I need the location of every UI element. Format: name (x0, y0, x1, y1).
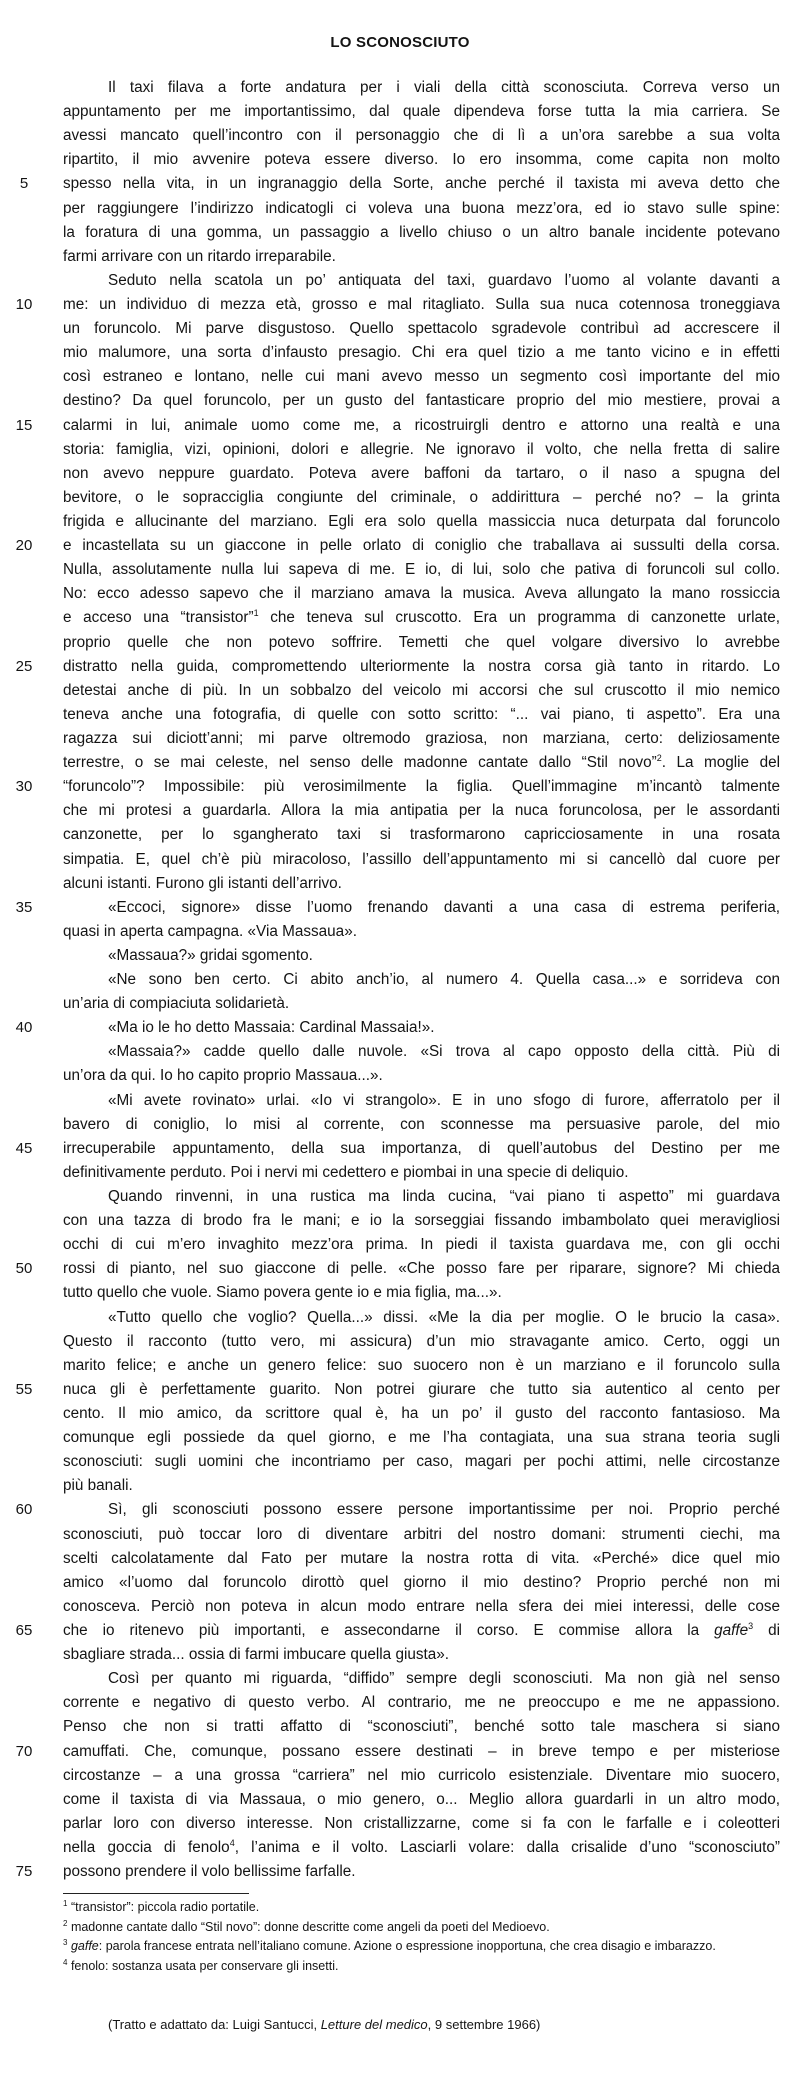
text-line (0, 727, 800, 751)
text-line (0, 389, 800, 413)
text-line (0, 148, 800, 172)
text-line (0, 1257, 800, 1281)
line-text: tutto quello che vuole. Siamo povera gente io e mia figlia, ma...». (63, 1284, 502, 1302)
text-line (0, 606, 800, 630)
text-line (0, 534, 800, 558)
line-number: 55 (15, 1380, 33, 1398)
line-text: ragazza sui diciott’anni; mi parve oltremodo graziosa, non marziana, certo: deliziosamente (63, 729, 780, 747)
line-text: Così per quanto mi riguarda, “diffido” sempre degli sconosciuti. Ma non già nel senso (108, 1670, 780, 1688)
text-line (0, 245, 800, 269)
text-line (0, 1860, 800, 1884)
line-text: bavero di coniglio, lo misi al corrente, con sconnesse ma persuasive parole, del mio (63, 1115, 780, 1133)
text-line (0, 317, 800, 341)
text-line (0, 293, 800, 317)
text-line (0, 269, 800, 293)
story-body (0, 76, 800, 1884)
line-text: «Tutto quello che voglio? Quella...» dissi. «Me la dia per moglie. O le brucio la casa». (108, 1308, 780, 1326)
line-text: e acceso una “transistor”$^1$ che teneva sul cruscotto. Era un programma di canzonette urlate, (63, 608, 781, 627)
line-text: occhi di cui m’ero invaghito mezz’ora prima. In piedi il taxista guardava me, con gli occhi (63, 1236, 780, 1254)
line-number: 70 (15, 1742, 33, 1760)
text-line (0, 992, 800, 1016)
line-text: No: ecco adesso sapevo che il marziano amava la musica. Aveva allungato la mano rossiccia (63, 585, 780, 603)
text-line (0, 1764, 800, 1788)
text-line (0, 438, 800, 462)
text-line (0, 1378, 800, 1402)
line-text: per raggiungere l’indirizzo indicatogli ci voleva una buona mezz’ora, ed io stavo sulle spine: (63, 199, 780, 217)
line-text: corrente e negativo di questo verbo. Al contrario, me ne preoccupo e me ne appassiono. (63, 1694, 780, 1712)
footnote-number: 2 (63, 1918, 68, 1928)
line-text: circostanze – a una grossa “carriera” nel mio curricolo esistenziale. Diventare mio suocero, (63, 1766, 780, 1784)
text-line (0, 100, 800, 124)
line-text: amico «l’uomo dal foruncolo dirottò quel giorno il mio destino? Proprio perché non mi (63, 1573, 780, 1591)
line-text: più banali. (63, 1477, 133, 1495)
line-text: con una tazza di brodo fra le mani; e io la sorseggiai fissando imbambolato quei meravigliosi (63, 1212, 780, 1230)
text-line (0, 1691, 800, 1715)
text-line (0, 1571, 800, 1595)
line-text: destino? Da quel foruncolo, per un gusto del fantasticare proprio del mio mestiere, provai a (63, 392, 780, 410)
line-text: calarmi in lui, animale uomo come me, a ricostruirgli dentro e attorno una realtà e una (63, 416, 780, 434)
text-line (0, 944, 800, 968)
text-line (0, 799, 800, 823)
text-line (0, 462, 800, 486)
text-line (0, 1595, 800, 1619)
page-title: LO SCONOSCIUTO (330, 34, 470, 51)
text-line (0, 896, 800, 920)
text-line (0, 1498, 800, 1522)
citation-work-title: Letture del medico (320, 2017, 428, 2032)
text-line (0, 968, 800, 992)
line-text: “foruncolo”? Impossibile: più verosimilmente la figlia. Quell’immagine m’incantò talmente (63, 778, 780, 796)
line-text: come il taxista di via Massaua, o mio genero, o... Meglio allora guardarli in un altro modo, (63, 1790, 780, 1808)
text-line (0, 1281, 800, 1305)
line-text: terrestre, o se mai celeste, nel senso delle madonne cantate dallo “Stil novo”$^2$. La moglie del (63, 752, 780, 772)
text-line (0, 1113, 800, 1137)
text-line (0, 1619, 800, 1643)
text-line (0, 679, 800, 703)
line-text: distratto nella guida, compromettendo ulteriormente la nostra corsa già tanto in ritardo. Lo (63, 657, 780, 675)
line-number: 20 (15, 537, 33, 555)
line-text: canzonette, per lo sgangherato taxi si trasformarono capricciosamente in una rosata (63, 826, 780, 844)
text-line (0, 848, 800, 872)
text-line (0, 1523, 800, 1547)
text-line (0, 920, 800, 944)
text-line (0, 558, 800, 582)
text-line (0, 1064, 800, 1088)
line-text: ripartito, il mio avvenire poteva essere diverso. Io ero insomma, come capita non molto (63, 151, 780, 169)
text-line (0, 172, 800, 196)
footnote-term: gaffe (70, 1939, 99, 1953)
text-line (0, 1788, 800, 1812)
line-text: un’aria di compiaciuta solidarietà. (63, 995, 290, 1013)
footnote-divider (63, 1893, 249, 1894)
text-line (0, 221, 800, 245)
line-text: conosceva. Perciò non poteva in alcun modo entrare nella sfera dei miei interessi, delle cose (63, 1597, 780, 1615)
line-text: «Massaua?» gridai sgomento. (108, 946, 313, 964)
line-number: 50 (15, 1260, 33, 1278)
text-line (0, 510, 800, 534)
line-text: definitivamente perduto. Poi i nervi mi cedettero e piombai in una specie di deliquio. (63, 1163, 629, 1181)
line-number: 25 (15, 657, 33, 675)
text-line (0, 1233, 800, 1257)
line-text: frigida e allucinante del marziano. Egli era solo quella massiccia nuca deturpata dal foruncolo (63, 512, 780, 530)
line-text: mio malumore, una sorta d’infausto presagio. Chi era quel tizio a me tanto vicino e in effetti (63, 344, 780, 362)
text-line (0, 1740, 800, 1764)
footnote-text: : parola francese entrata nell’italiano comune. Azione o espressione inopportuna, che crea disagio e imbarazzo. (98, 1939, 716, 1953)
footnote-1 (63, 1898, 793, 1918)
text-line (0, 1306, 800, 1330)
line-text: simpatia. E, quel ch’è più miracoloso, l’assillo dell’appuntamento mi si cancellò dal cuore per (63, 850, 780, 868)
line-text: camuffati. Che, comunque, possano essere destinati – in breve tempo e per misteriose (63, 1742, 780, 1760)
text-line (0, 1354, 800, 1378)
line-number: 45 (15, 1139, 33, 1157)
footnote-number: 4 (63, 1957, 68, 1967)
text-line (0, 1474, 800, 1498)
line-text: Nulla, assolutamente nulla lui sapeva di me. E io, di lui, solo che pativa di foruncoli sul collo. (63, 561, 780, 579)
text-line (0, 1209, 800, 1233)
text-line (0, 414, 800, 438)
line-text: «Ma io le ho detto Massaia: Cardinal Massaia!». (108, 1019, 435, 1037)
text-line (0, 1667, 800, 1691)
line-text: sconosciuti, può toccar loro di diventare arbitri del nostro domani: strumenti ciechi, ma (63, 1525, 780, 1543)
line-text: alcuni istanti. Furono gli istanti dell’arrivo. (63, 874, 342, 892)
footnote-term: madonne cantate dallo “Stil novo” (70, 1919, 258, 1934)
line-text: quasi in aperta campagna. «Via Massaua». (63, 922, 357, 940)
footnote-3 (63, 1937, 793, 1957)
text-line (0, 872, 800, 896)
line-number: 65 (15, 1622, 33, 1639)
text-line (0, 1089, 800, 1113)
footnote-text: : sostanza usata per conservare gli insetti. (105, 1958, 339, 1973)
text-line (0, 1812, 800, 1836)
line-text: me: un individuo di mezza età, grosso e mal ritagliato. Sulla sua nuca cotennosa troneggiava (63, 295, 780, 313)
line-text: «Massaia?» cadde quello dalle nuvole. «Si trova al capo opposto della città. Più di (108, 1043, 780, 1061)
text-line (0, 1137, 800, 1161)
line-text: appuntamento per me importantissimo, dal quale dipendeva forse tutta la mia carriera. Se (63, 103, 780, 121)
text-line (0, 486, 800, 510)
text-line (0, 124, 800, 148)
line-number: 75 (15, 1863, 33, 1881)
line-text: farmi arrivare con un ritardo irreparabile. (63, 247, 336, 265)
line-text: bevitore, o le sopracciglia congiunte del criminale, o addirittura – perché no? – la grinta (63, 488, 780, 506)
line-number: 40 (15, 1019, 33, 1037)
line-text: storia: famiglia, vizi, opinioni, dolori e allegrie. Ne ignoravo il volto, che nella fretta di salire (63, 440, 780, 458)
text-line (0, 1330, 800, 1354)
text-line (0, 582, 800, 606)
line-text: «Mi avete rovinato» urlai. «Io vi strangolo». E in uno sfogo di furore, afferratolo per il (108, 1091, 780, 1109)
text-line (0, 1040, 800, 1064)
line-text: scelti calcolatamente dal Fato per mutare la nostra rotta di vita. «Perché» dice quel mio (63, 1549, 780, 1567)
line-number: 5 (19, 175, 29, 193)
text-line (0, 703, 800, 727)
text-line (0, 751, 800, 775)
line-number: 30 (15, 778, 33, 796)
text-line (0, 76, 800, 100)
text-line (0, 341, 800, 365)
text-line (0, 631, 800, 655)
line-text: comunque egli possiede da quel giorno, e me l’ha contagiata, una sua strana teoria sugli (63, 1429, 780, 1447)
line-text: «Ne sono ben certo. Ci abito anch’io, al numero 4. Quella casa...» e sorrideva con (108, 971, 780, 989)
text-line (0, 1426, 800, 1450)
line-text: che mi protesi a guardarla. Allora la mia antipatia per la nuca foruncolosa, per le assordanti (63, 802, 780, 820)
line-text: che io ritenevo più importanti, e assecondarne il corso. E commise allora la gaffe$^3$ di (63, 1620, 781, 1639)
line-text: teneva anche una fotografia, di quelle con sotto scritto: “... vai piano, ti aspetto”. Era una (63, 705, 780, 723)
line-number: 60 (15, 1501, 33, 1519)
line-text: «Eccoci, signore» disse l’uomo frenando davanti a una casa di estrema periferia, (108, 898, 780, 916)
footnote-number: 1 (63, 1898, 68, 1908)
line-text: Penso che non si tratti affatto di “sconosciuti”, benché sotto tale maschera si siano (63, 1718, 780, 1736)
line-text: possono prendere il volo bellissime farfalle. (63, 1863, 356, 1881)
line-text: Il taxi filava a forte andatura per i viali della città sconosciuta. Correva verso un (108, 79, 780, 96)
line-text: avessi mancato quell’incontro con il personaggio che di lì a un’ora sarebbe a sua volta (63, 127, 780, 145)
line-text: Questo il racconto (tutto vero, mi assicura) d’un mio stravagante amico. Certo, oggi un (63, 1332, 780, 1350)
footnote-2 (63, 1918, 793, 1938)
line-text: nuca gli è perfettamente guarito. Non potrei giurare che tutto sia autentico al cento per (63, 1380, 780, 1398)
line-text: parlar loro con diverso interesse. Non cristallizzarne, come si fa con le farfalle e i coleotteri (63, 1814, 780, 1832)
line-text: un’ora da qui. Io ho capito proprio Massaua...». (63, 1067, 383, 1085)
line-text: sbagliare strada... ossia di farmi imbucare quella giusta». (63, 1646, 450, 1664)
line-text: spesso nella vita, in un ingranaggio della Sorte, anche perché il taxista mi aveva detto che (63, 175, 780, 193)
text-line (0, 775, 800, 799)
line-text: rossi di pianto, nel suo giaccone di pelle. «Che posso fare per riparare, signore? Mi chieda (63, 1260, 780, 1278)
line-text: non avevo neppure guardato. Poteva avere baffoni da tartaro, o il naso a spugna del (63, 464, 780, 482)
line-text: Seduto nella scatola un po’ antiquata del taxi, guardavo l’uomo al volante davanti a (108, 271, 780, 289)
text-line (0, 1715, 800, 1739)
footnote-term: “transistor” (70, 1900, 131, 1914)
text-line (0, 1161, 800, 1185)
text-line (0, 365, 800, 389)
line-text: così estraneo e lontano, nelle cui mani avevo messo un segmento così importante del mio (63, 368, 780, 386)
line-text: detestai anche di più. In un sobbalzo del veicolo mi accorsi che sul cruscotto il mio nemico (63, 681, 780, 699)
line-number: 10 (15, 295, 33, 313)
text-line (0, 823, 800, 847)
footnote-term: fenolo (70, 1958, 105, 1973)
source-citation (108, 2017, 540, 2032)
footnotes (63, 1898, 793, 1976)
text-line (0, 655, 800, 679)
line-text: marito felice; e anche un genero felice: suo suocero non è un marziano e il foruncolo sulla (63, 1356, 780, 1374)
line-text: Quando rinvenni, in una rustica ma linda cucina, “vai piano ti aspetto” mi guardava (108, 1188, 780, 1206)
text-line (0, 1643, 800, 1667)
line-text: irrecuperabile appuntamento, della sua importanza, di quell’autobus del Destino per me (63, 1139, 780, 1157)
line-text: la foratura di una gomma, un passaggio a livello chiuso o un altro banale incidente potevano (63, 223, 780, 241)
citation-prefix: (Tratto e adattato da: Luigi Santucci, (108, 2017, 321, 2032)
line-text: Sì, gli sconosciuti possono essere persone importantissime per noi. Proprio perché (108, 1501, 780, 1519)
footnote-text: : piccola radio portatile. (130, 1900, 260, 1914)
line-number: 15 (15, 416, 33, 434)
footnote-4 (63, 1957, 793, 1977)
text-line (0, 197, 800, 221)
text-line (0, 1402, 800, 1426)
text-line (0, 1016, 800, 1040)
footnote-text: : donne descritte come angeli da poeti del Medioevo. (257, 1919, 550, 1934)
citation-suffix: , 9 settembre 1966) (427, 2017, 541, 2032)
text-line (0, 1547, 800, 1571)
line-text: un foruncolo. Mi parve disgustoso. Quello spettacolo sgradevole contribuì ad accrescere il (63, 320, 780, 338)
text-line (0, 1836, 800, 1860)
text-line (0, 1185, 800, 1209)
line-text: sconosciuti: sugli uomini che incontriamo per caso, magari per pochi attimi, nelle circostanze (63, 1453, 780, 1471)
line-number: 35 (15, 898, 33, 916)
text-line (0, 1450, 800, 1474)
line-text: nella goccia di fenolo$^4$, l’anima e il volto. Lasciarli volare: dalla crisalide d’uno “sconosciuto” (63, 1837, 780, 1856)
footnote-number: 3 (63, 1937, 68, 1947)
line-text: cento. Il mio amico, da scrittore qual è, ha un po’ il gusto del racconto fantasioso. Ma (63, 1405, 780, 1423)
line-text: proprio quelle che non potevo soffrire. Temetti che quel volgare diversivo lo avrebbe (63, 633, 780, 651)
line-text: e incastellata su un giaccone in pelle orlato di coniglio che traballava ai sussulti della corsa. (63, 537, 780, 555)
